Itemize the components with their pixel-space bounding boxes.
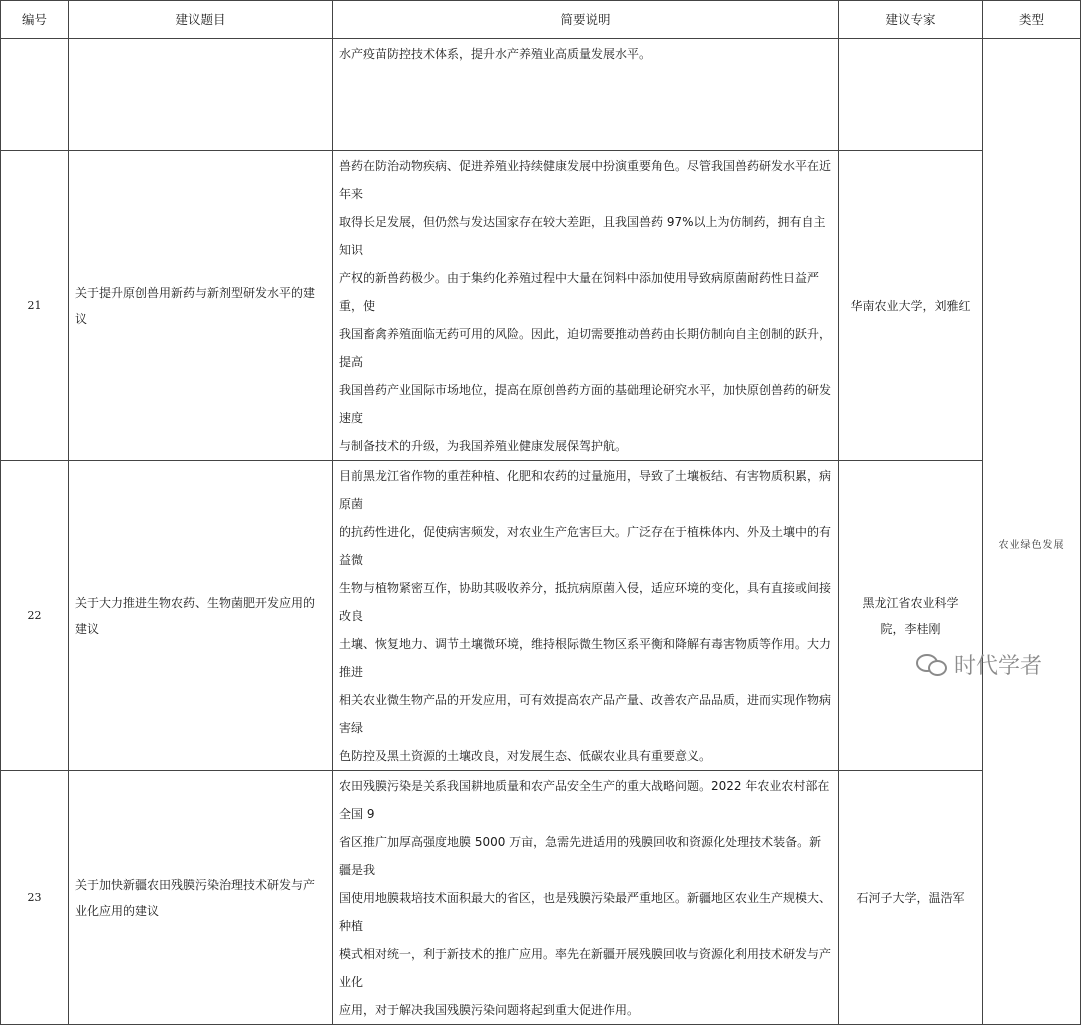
description-line: 我国畜禽养殖面临无药可用的风险。因此，迫切需要推动兽药由长期仿制向自主创制的跃升，提高 [339,327,832,369]
description-line: 水产疫苗防控技术体系，提升水产养殖业高质量发展水平。 [339,47,652,61]
description-line: 目前黑龙江省作物的重茬种植、化肥和农药的过量施用，导致了土壤板结、有害物质积累，病原菌 [339,469,832,511]
description-line: 取得长足发展，但仍然与发达国家存在较大差距，且我国兽药 97%以上为仿制药，拥有自主知识 [339,215,826,257]
table-row [1,461,1081,771]
table-header-row [1,1,1081,39]
row-number [1,39,69,151]
description-line: 兽药在防治动物疾病、促进养殖业持续健康发展中扮演重要角色。尽管我国兽药研发水平在近年来 [339,159,832,201]
row-expert: 华南农业大学，刘雅红 [839,151,983,461]
row-description [333,151,839,461]
table-row [1,151,1081,461]
description-line: 我国兽药产业国际市场地位，提高在原创兽药方面的基础理论研究水平，加快原创兽药的研发速度 [339,383,832,425]
row-expert: 石河子大学，温浩军 [839,771,983,1025]
header-type: 类型 [983,1,1081,39]
row-expert [839,39,983,151]
row-title: 关于提升原创兽用新药与新剂型研发水平的建议 [69,151,333,461]
table-row [1,39,1081,151]
description-line: 的抗药性进化，促使病害频发，对农业生产危害巨大。广泛存在于植株体内、外及土壤中的有益微 [339,525,832,567]
table-row [1,771,1081,1025]
wechat-icon [916,652,946,676]
description-line: 应用，对于解决我国残膜污染问题将起到重大促进作用。 [339,1003,640,1017]
row-description [333,461,839,771]
row-type [983,39,1081,1025]
description-line: 农田残膜污染是关系我国耕地质量和农产品安全生产的重大战略问题。2022 年农业农村部在全国 9 [339,779,830,821]
watermark-text: 时代学者 [954,653,1043,679]
header-expert: 建议专家 [839,1,983,39]
description-line: 色防控及黑土资源的土壤改良，对发展生态、低碳农业具有重要意义。 [339,749,712,763]
row-title: 关于大力推进生物农药、生物菌肥开发应用的建议 [69,461,333,771]
description-line: 模式相对统一，利于新技术的推广应用。率先在新疆开展残膜回收与资源化利用技术研发与产业化 [339,947,832,989]
header-title: 建议题目 [69,1,333,39]
type-label: 农业绿色发展 [998,539,1065,551]
description-line: 相关农业微生物产品的开发应用，可有效提高农产品产量、改善农产品品质，进而实现作物病害绿 [339,693,832,735]
description-line: 与制备技术的升级，为我国养殖业健康发展保驾护航。 [339,439,628,453]
description-line: 生物与植物紧密互作，协助其吸收养分，抵抗病原菌入侵，适应环境的变化，具有直接或间接改良 [339,581,832,623]
row-description [333,771,839,1025]
description-line: 国使用地膜栽培技术面积最大的省区，也是残膜污染最严重地区。新疆地区农业生产规模大、种植 [339,891,832,933]
row-title [69,39,333,151]
row-number: 21 [1,151,69,461]
row-number: 23 [1,771,69,1025]
description-line: 产权的新兽药极少。由于集约化养殖过程中大量在饲料中添加使用导致病原菌耐药性日益严重，使 [339,271,820,313]
row-number: 22 [1,461,69,771]
description-line: 土壤、恢复地力、调节土壤微环境，维持根际微生物区系平衡和降解有毒害物质等作用。大力推进 [339,637,832,679]
description-line: 省区推广加厚高强度地膜 5000 万亩，急需先进适用的残膜回收和资源化处理技术装备。新疆是我 [339,835,822,877]
header-number: 编号 [1,1,69,39]
watermark [916,646,1042,682]
row-title: 关于加快新疆农田残膜污染治理技术研发与产业化应用的建议 [69,771,333,1025]
header-description: 简要说明 [333,1,839,39]
row-description [333,39,839,151]
row-expert: 黑龙江省农业科学院，李桂刚 [839,461,983,771]
